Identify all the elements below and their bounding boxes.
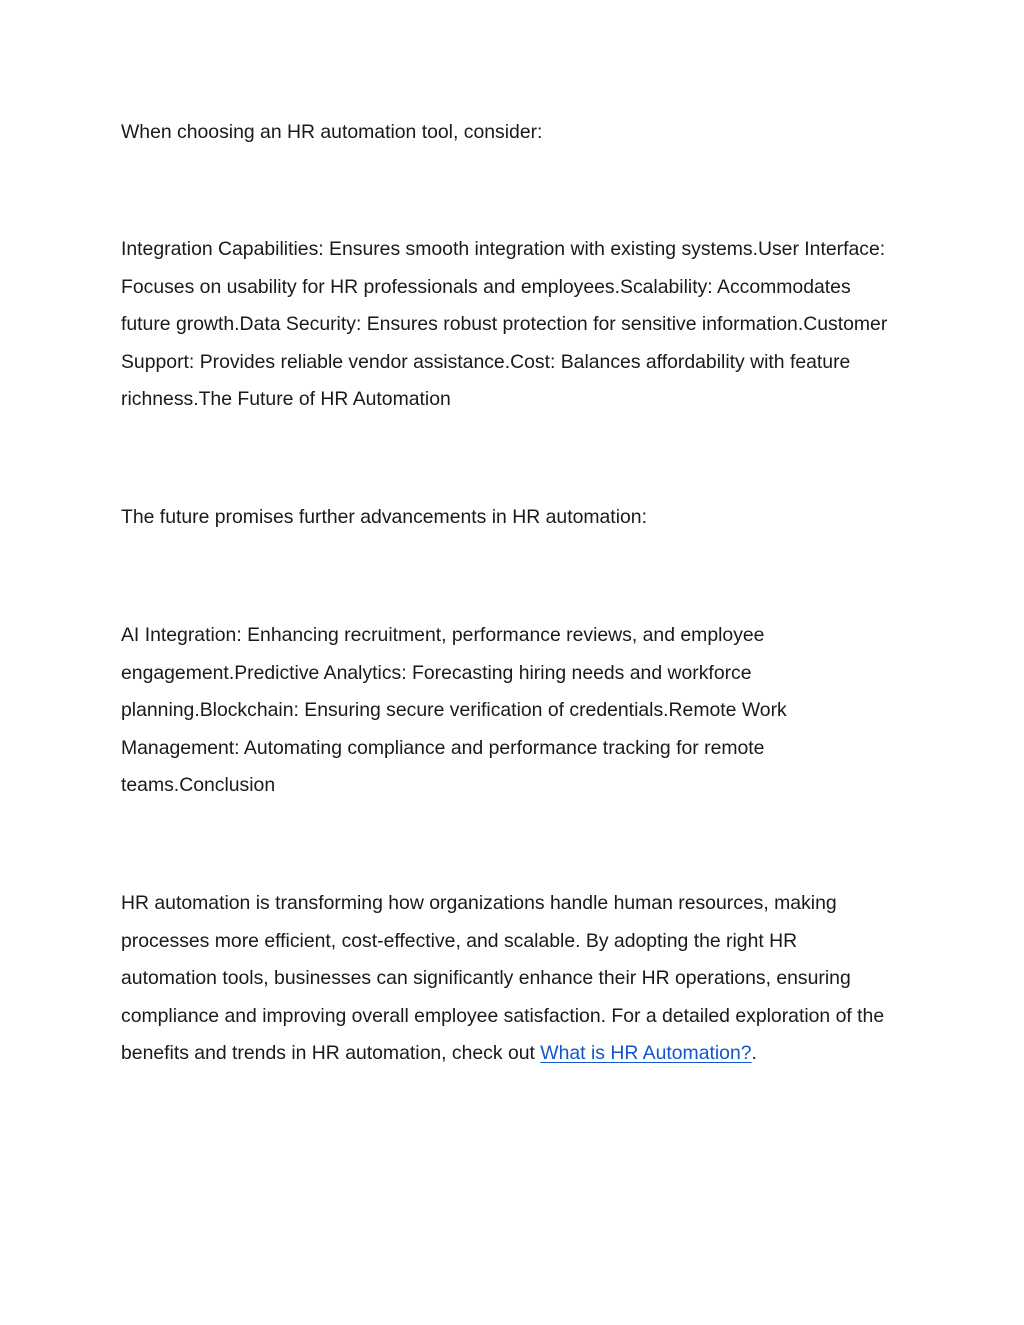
future-intro-paragraph: The future promises further advancements in HR automation: [121, 506, 647, 528]
considerations-paragraph: Integration Capabilities: Ensures smooth integration with existing systems.User Interface: Focuses on usability for HR professionals and employees.Scalability: Accommodates future growth.Data Security: Ensures robust protection for sensitive information.Customer Support: Provides reliable vendor assistance.Cost: Balances affordability with feature richness.The Future of HR Automation [121, 238, 888, 410]
future-items-paragraph: AI Integration: Enhancing recruitment, performance reviews, and employee engagement.Predictive Analytics: Forecasting hiring needs and workforce planning.Blockchain: Ensuring secure verification of credentials.Remote Work Management: Automating compliance and performance tracking for remote teams.Conclusion [121, 624, 787, 796]
conclusion-paragraph [121, 885, 891, 1073]
intro-paragraph: When choosing an HR automation tool, consider: [121, 121, 543, 143]
conclusion-text: HR automation is transforming how organizations handle human resources, making processes more efficient, cost-effective, and scalable. By adopting the right HR automation tools, businesses can significantly enhance their HR operations, ensuring compliance and improving overall employee satisfaction. For a detailed exploration of the benefits and trends in HR automation, check out [121, 892, 885, 1064]
hr-automation-link[interactable]: What is HR Automation? [540, 1042, 752, 1064]
conclusion-trailing-punctuation: . [751, 1042, 757, 1064]
